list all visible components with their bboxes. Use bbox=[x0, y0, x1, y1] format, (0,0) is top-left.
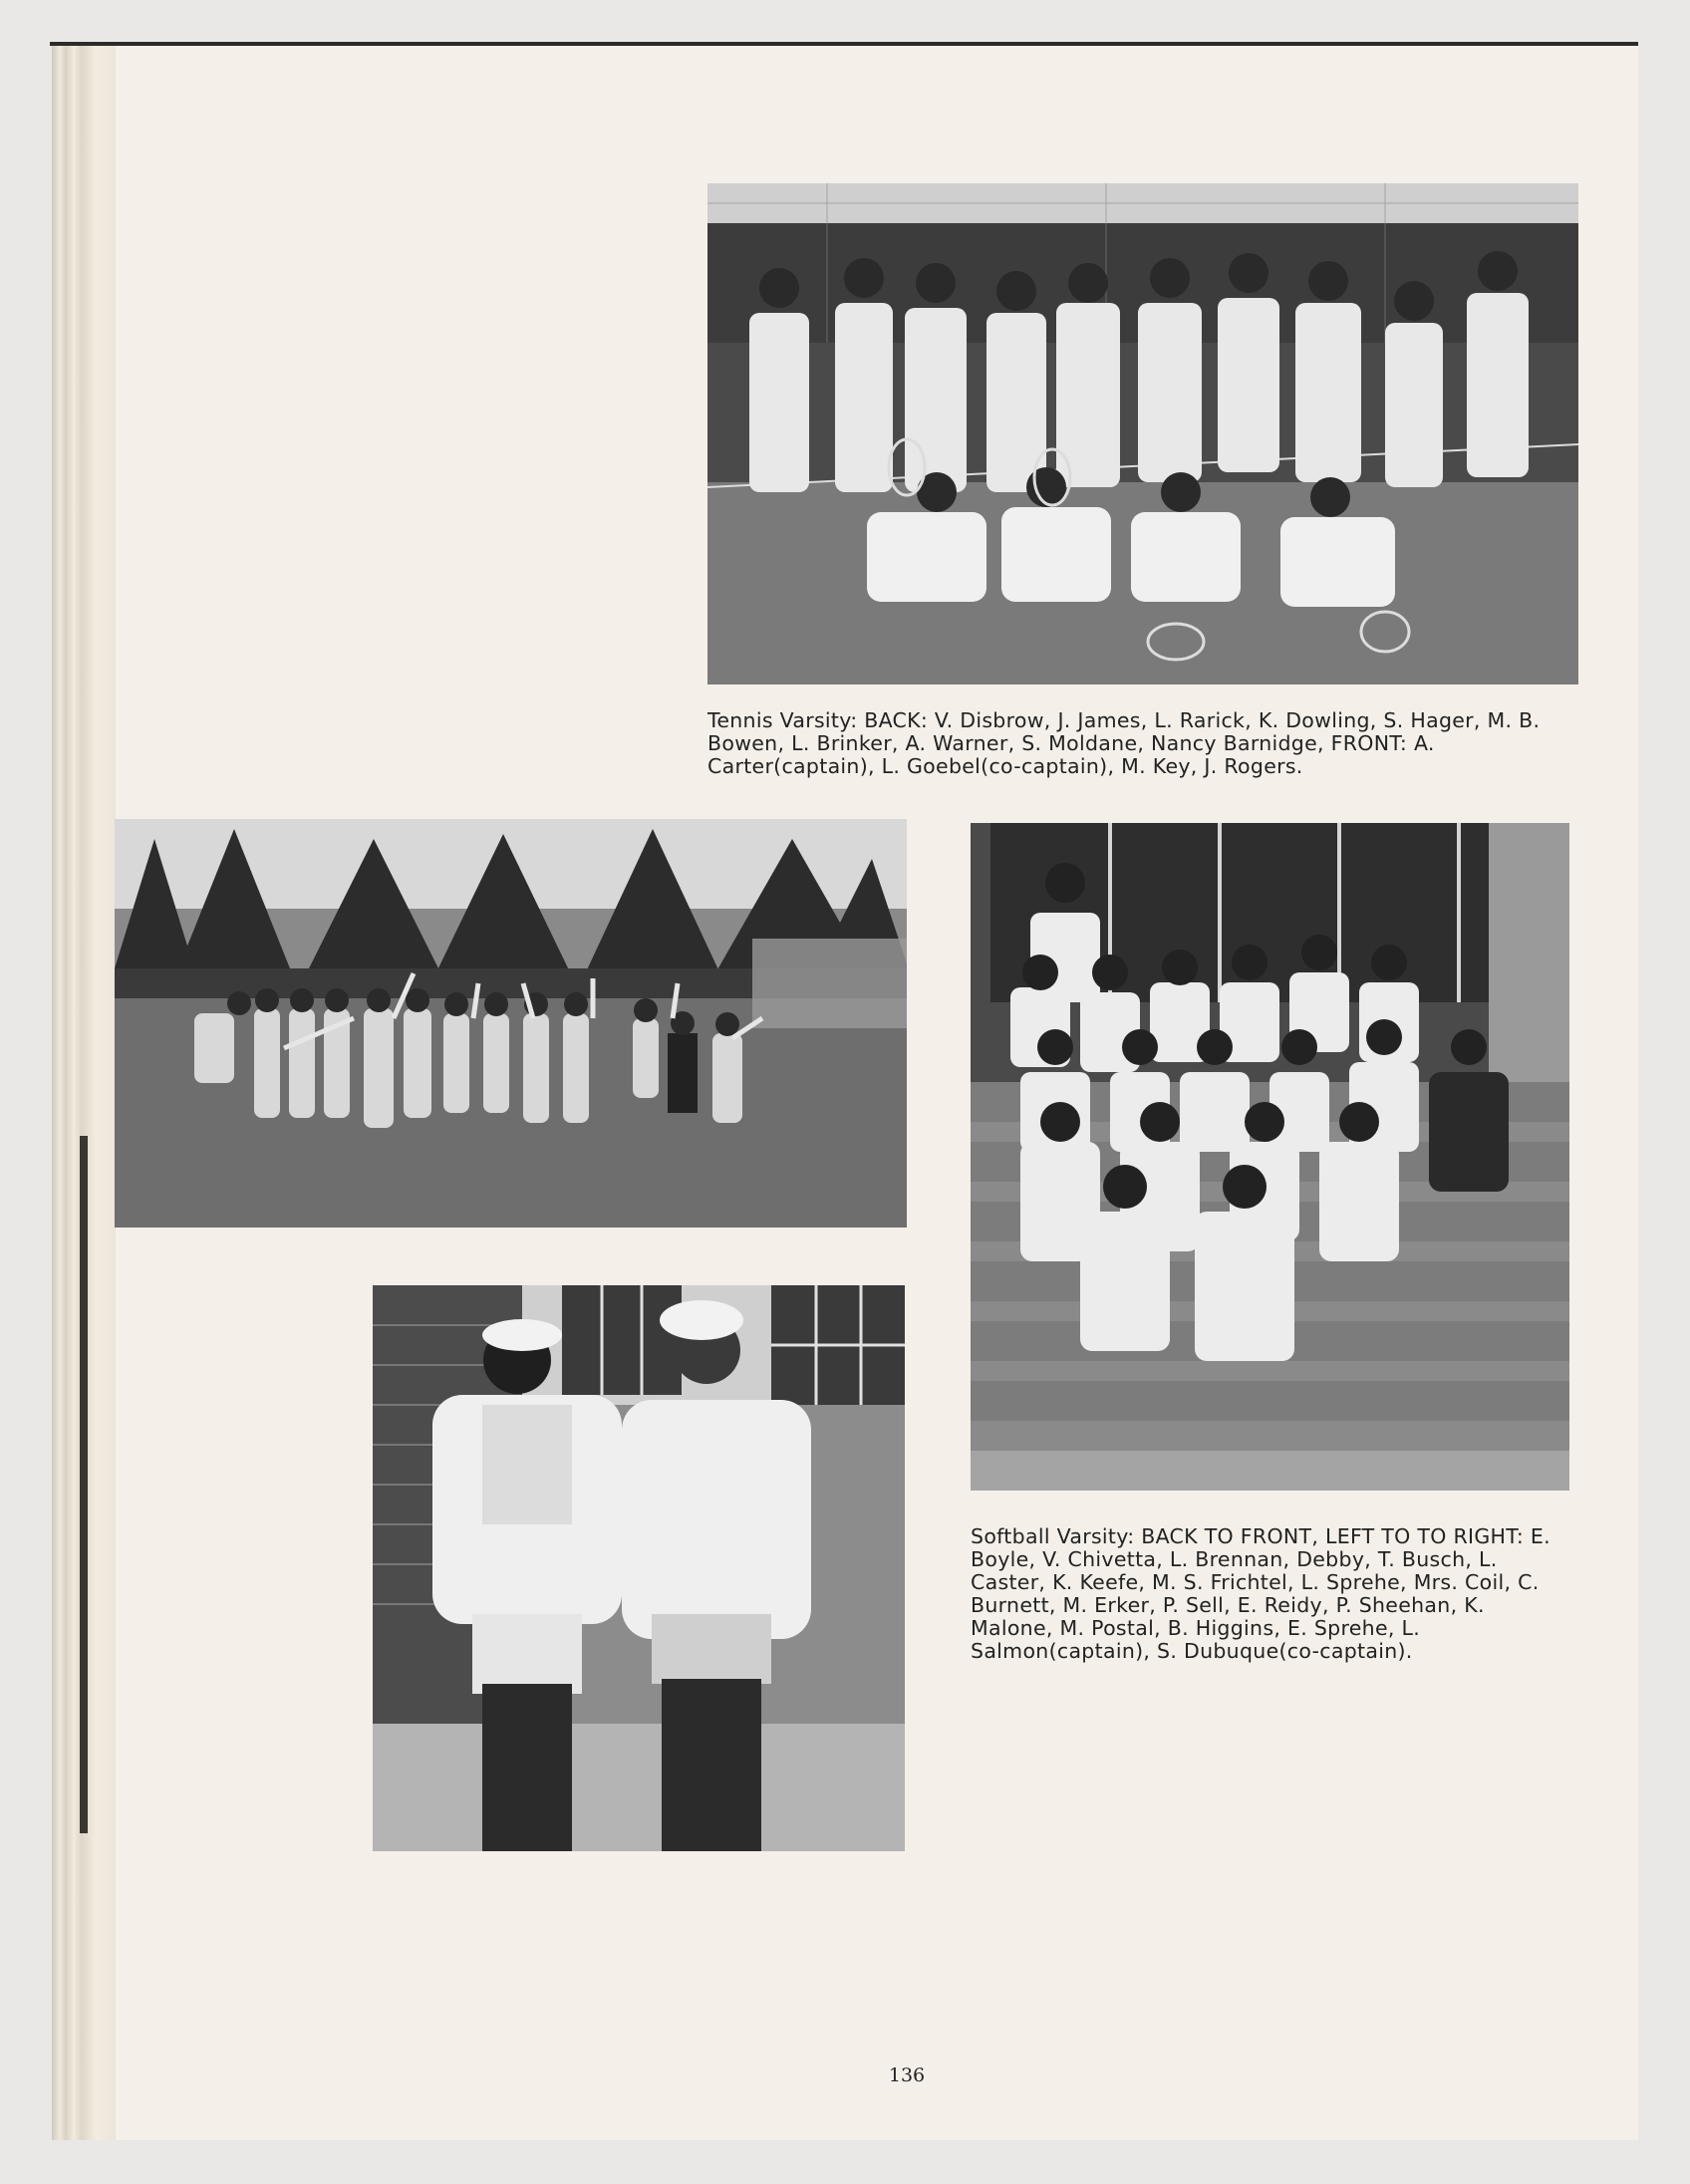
binding-shadow bbox=[80, 1136, 88, 1833]
page-number: 136 bbox=[888, 2064, 926, 2086]
tennis-team-photo bbox=[707, 183, 1578, 684]
tennis-caption: Tennis Varsity: BACK: V. Disbrow, J. James, L. Rarick, K. Dowling, S. Hager, M. B. Bowen, L. Brinker, A. Warner, S. Moldane, Nancy Barnidge, FRONT: A. Carter(captain), L. Goebel(co-captain), M. Key, J. Rogers. bbox=[707, 708, 1541, 778]
softball-caption: Softball Varsity: BACK TO FRONT, LEFT TO TO RIGHT: E. Boyle, V. Chivetta, L. Brennan, Debby, T. Busch, L. Caster, K. Keefe, M. S. Frichtel, L. Sprehe, Mrs. Coil, C. Burnett, M. Erker, P. Sell, E. Reidy, P. Sheehan, K. Malone, M. Postal, B. Higgins, E. Sprehe, L. Salmon(captain), S. Dubuque(co-captain). bbox=[971, 1524, 1550, 1663]
two-players-photo bbox=[373, 1285, 905, 1851]
batting-line-photo bbox=[115, 819, 907, 1228]
softball-team-photo bbox=[971, 823, 1569, 1491]
